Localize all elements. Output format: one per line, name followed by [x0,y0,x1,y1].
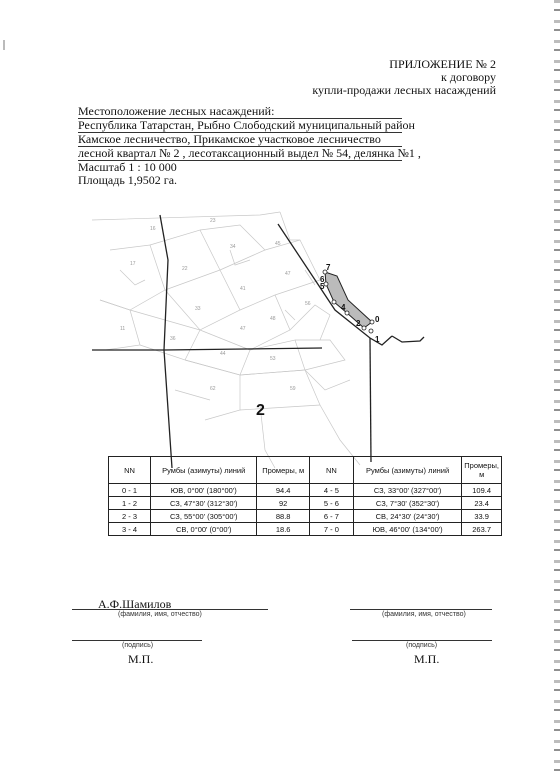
svg-text:59: 59 [290,386,296,392]
table-cell: 263.7 [462,523,502,536]
parcel-lines [92,212,360,468]
table-cell: 0 - 1 [109,484,151,497]
map-scale: Масштаб 1 : 10 000 [78,160,177,174]
bearings-table [108,456,502,536]
table-cell: СВ, 24°30' (24°30') [353,510,461,523]
table-cell: 18.6 [257,523,310,536]
plot-area: Площадь 1,9502 га. [78,173,178,187]
signature-line-right [352,640,492,641]
table-header-row [109,457,502,484]
table-cell: 94.4 [257,484,310,497]
table-cell: 6 - 7 [309,510,353,523]
table-cell: СВ, 0°00' (0°00') [151,523,257,536]
appendix-contract: купли-продажи лесных насаждений [312,83,496,97]
col-header-nn-2: NN [309,457,353,484]
table-cell: ЮВ, 46°00' (134°00') [353,523,461,536]
svg-text:47: 47 [240,326,246,332]
point-label-5: 5 [320,282,325,291]
svg-text:17: 17 [130,261,136,267]
point-label-6: 6 [320,275,325,284]
point-label-2: 2 [356,319,361,328]
table-row [109,484,502,497]
table-cell: 92 [257,497,310,510]
svg-text:11: 11 [120,326,126,332]
svg-text:34: 34 [230,244,236,250]
table-row [109,497,502,510]
location-forestry: Камское лесничество, Прикамское участковое лесничество [78,132,402,147]
col-header-bearing: Румбы (азимуты) линий [151,457,257,484]
point-label-4: 4 [341,303,346,312]
table-cell: 5 - 6 [309,497,353,510]
point-label-7: 7 [326,263,331,272]
scan-edge-right [554,0,560,771]
signatory-name: А.Ф.Шамилов [98,597,172,611]
scan-mark-left [3,40,5,50]
location-title: Местоположение лесных насаждений: [78,104,402,119]
table-cell: 3 - 4 [109,523,151,536]
plot-polygon [325,272,372,328]
table-cell: СЗ, 33°00' (327°00') [353,484,461,497]
stamp-label-left: М.П. [128,652,154,666]
table-cell: 23.4 [462,497,502,510]
svg-text:44: 44 [220,351,226,357]
svg-text:53: 53 [270,356,276,362]
svg-text:22: 22 [182,266,188,272]
appendix-subtitle: к договору [441,70,496,84]
col-header-nn: NN [109,457,151,484]
table-row [109,510,502,523]
point-label-0: 0 [375,315,380,324]
col-header-length-2: Промеры, м [462,457,502,484]
parcel-numbers [120,218,311,392]
table-row [109,523,502,536]
appendix-title: ПРИЛОЖЕНИЕ № 2 [389,57,496,71]
table-cell: 88.8 [257,510,310,523]
table-cell: 7 - 0 [309,523,353,536]
signatory-line-right [350,609,492,610]
plot-map [90,210,430,470]
svg-text:45: 45 [275,241,281,247]
table-cell: 4 - 5 [309,484,353,497]
table-cell: 1 - 2 [109,497,151,510]
location-plot: лесной квартал № 2 , лесотаксационный выдел № 54, делянка №1 , [78,146,421,160]
table-cell: 2 - 3 [109,510,151,523]
svg-text:41: 41 [240,286,246,292]
signature-line-left [72,640,202,641]
svg-text:23: 23 [210,218,216,224]
signature-caption-right: (подпись) [406,642,438,649]
col-header-length: Промеры, м [257,457,310,484]
svg-text:62: 62 [210,386,216,392]
table-cell: СЗ, 47°30' (312°30') [151,497,257,510]
svg-text:47: 47 [285,271,291,277]
svg-text:56: 56 [305,301,311,307]
svg-text:16: 16 [150,226,156,232]
table-cell: СЗ, 55°00' (305°00') [151,510,257,523]
svg-text:48: 48 [270,316,276,322]
table-cell: 33.9 [462,510,502,523]
quarter-number-label: 2 [256,402,265,419]
col-header-bearing-2: Румбы (азимуты) линий [353,457,461,484]
table-cell: СЗ, 7°30' (352°30') [353,497,461,510]
signatory-caption-right: (фамилия, имя, отчество) [382,611,466,618]
signature-caption-left: (подпись) [122,642,154,649]
point-label-1: 1 [375,335,380,344]
signatory-caption-left: (фамилия, имя, отчество) [118,611,202,618]
table-cell: 109.4 [462,484,502,497]
signatory-line-left [72,609,268,610]
table-cell: ЮВ, 0°00' (180°00') [151,484,257,497]
svg-text:36: 36 [170,336,176,342]
svg-text:33: 33 [195,306,201,312]
location-region: Республика Татарстан, Рыбно Слободский муниципальный район [78,118,415,132]
stamp-label-right: М.П. [414,652,440,666]
